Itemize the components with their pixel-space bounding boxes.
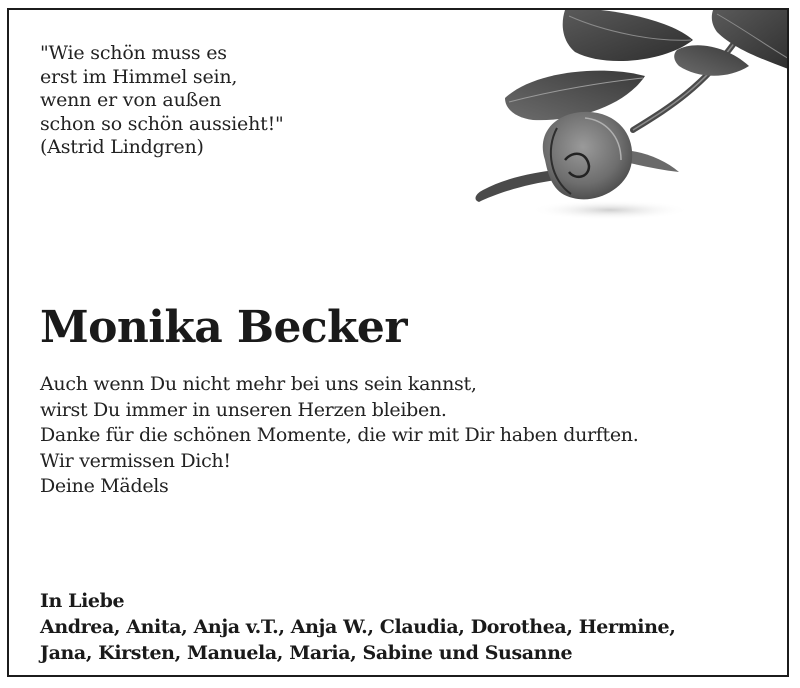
memorial-message [40,372,639,500]
mourners-names-line: Andrea, Anita, Anja v.T., Anja W., Claudia, Dorothea, Hermine, [40,616,676,638]
rose-leaf [563,10,693,61]
quote-block [40,42,284,160]
quote-line: wenn er von außen [40,89,222,111]
rose-leaf [674,45,749,76]
quote-line: erst im Himmel sein, [40,65,238,88]
mourners-names-line: Jana, Kirsten, Manuela, Maria, Sabine und Susanne [40,642,573,664]
quote-line: schon so schön aussieht!" [40,112,284,135]
quote-line: "Wie schön muss es [40,42,227,64]
message-signature: Deine Mädels [40,475,169,497]
quote-author: (Astrid Lindgren) [40,136,204,158]
rose-bud [543,112,632,200]
message-line: Wir vermissen Dich! [40,449,231,472]
rose-sepal [476,170,557,202]
deceased-name: Monika Becker [40,302,407,353]
rose-image [465,10,789,225]
message-line: Danke für die schönen Momente, die wir mit Dir haben durften. [40,424,639,446]
mourners-block [40,588,675,666]
rose-shadow [530,200,690,220]
obituary-notice [7,8,789,677]
signoff-heading: In Liebe [40,590,125,612]
rose-leaf [505,71,645,121]
message-line: Auch wenn Du nicht mehr bei uns sein kannst, [40,373,477,395]
message-line: wirst Du immer in unseren Herzen bleiben. [40,398,447,421]
